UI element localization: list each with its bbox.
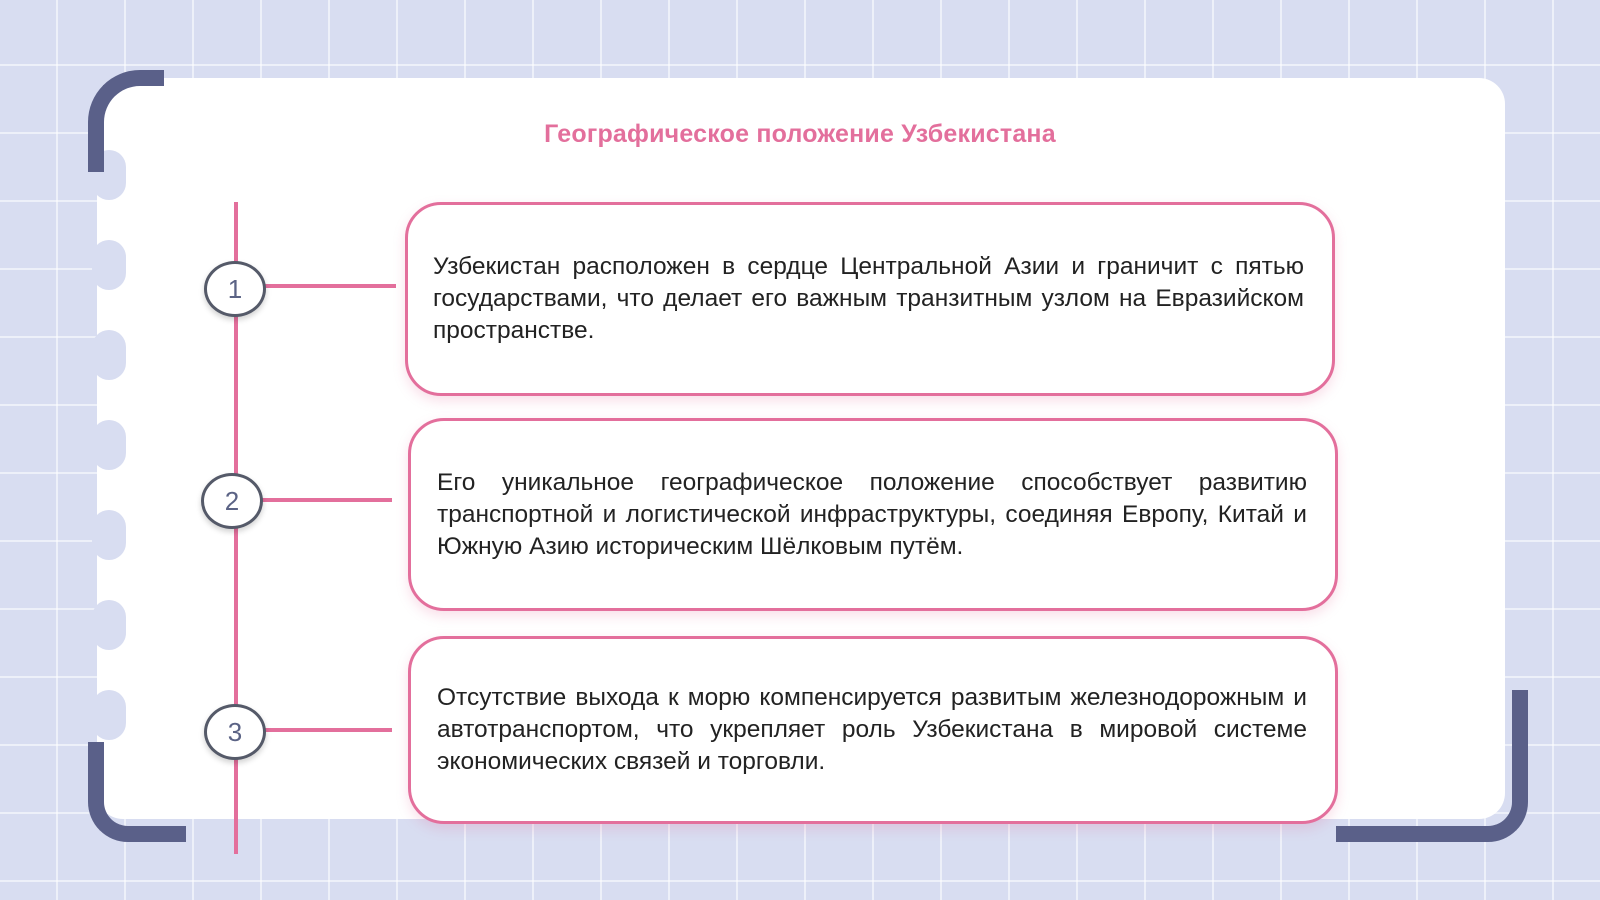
binder-hole xyxy=(92,240,126,290)
slide-title: Географическое положение Узбекистана xyxy=(544,120,1056,148)
timeline-connector xyxy=(264,728,392,732)
binder-hole xyxy=(92,420,126,470)
step-card-text: Узбекистан расположен в сердце Центральной Азии и граничит с пятью государствами, что делает его важным транзитным узлом на Евразийском пространстве. xyxy=(433,253,1304,344)
timeline-connector xyxy=(262,498,392,502)
step-card xyxy=(408,418,1338,611)
binder-hole xyxy=(92,330,126,380)
step-card-text: Отсутствие выхода к морю компенсируется развитым железнодорожным и автотранспортом, что укрепляет роль Узбекистана в мировой системе экономических связей и торговли. xyxy=(437,684,1307,775)
step-card-text: Его уникальное географическое положение способствует развитию транспортной и логистической инфраструктуры, соединяя Европу, Китай и Южную Азию историческим Шёлковым путём. xyxy=(437,468,1307,560)
step-card xyxy=(405,202,1335,396)
step-number-badge: 1 xyxy=(204,261,266,317)
corner-bracket-bottom-left xyxy=(88,742,186,842)
binder-hole xyxy=(92,690,126,740)
corner-bracket-bottom-right xyxy=(1336,690,1528,842)
step-number-badge: 3 xyxy=(204,704,266,760)
binder-hole xyxy=(92,510,126,560)
step-card xyxy=(408,636,1338,824)
timeline-connector xyxy=(264,284,396,288)
step-number-badge: 2 xyxy=(201,473,263,529)
binder-hole xyxy=(92,600,126,650)
